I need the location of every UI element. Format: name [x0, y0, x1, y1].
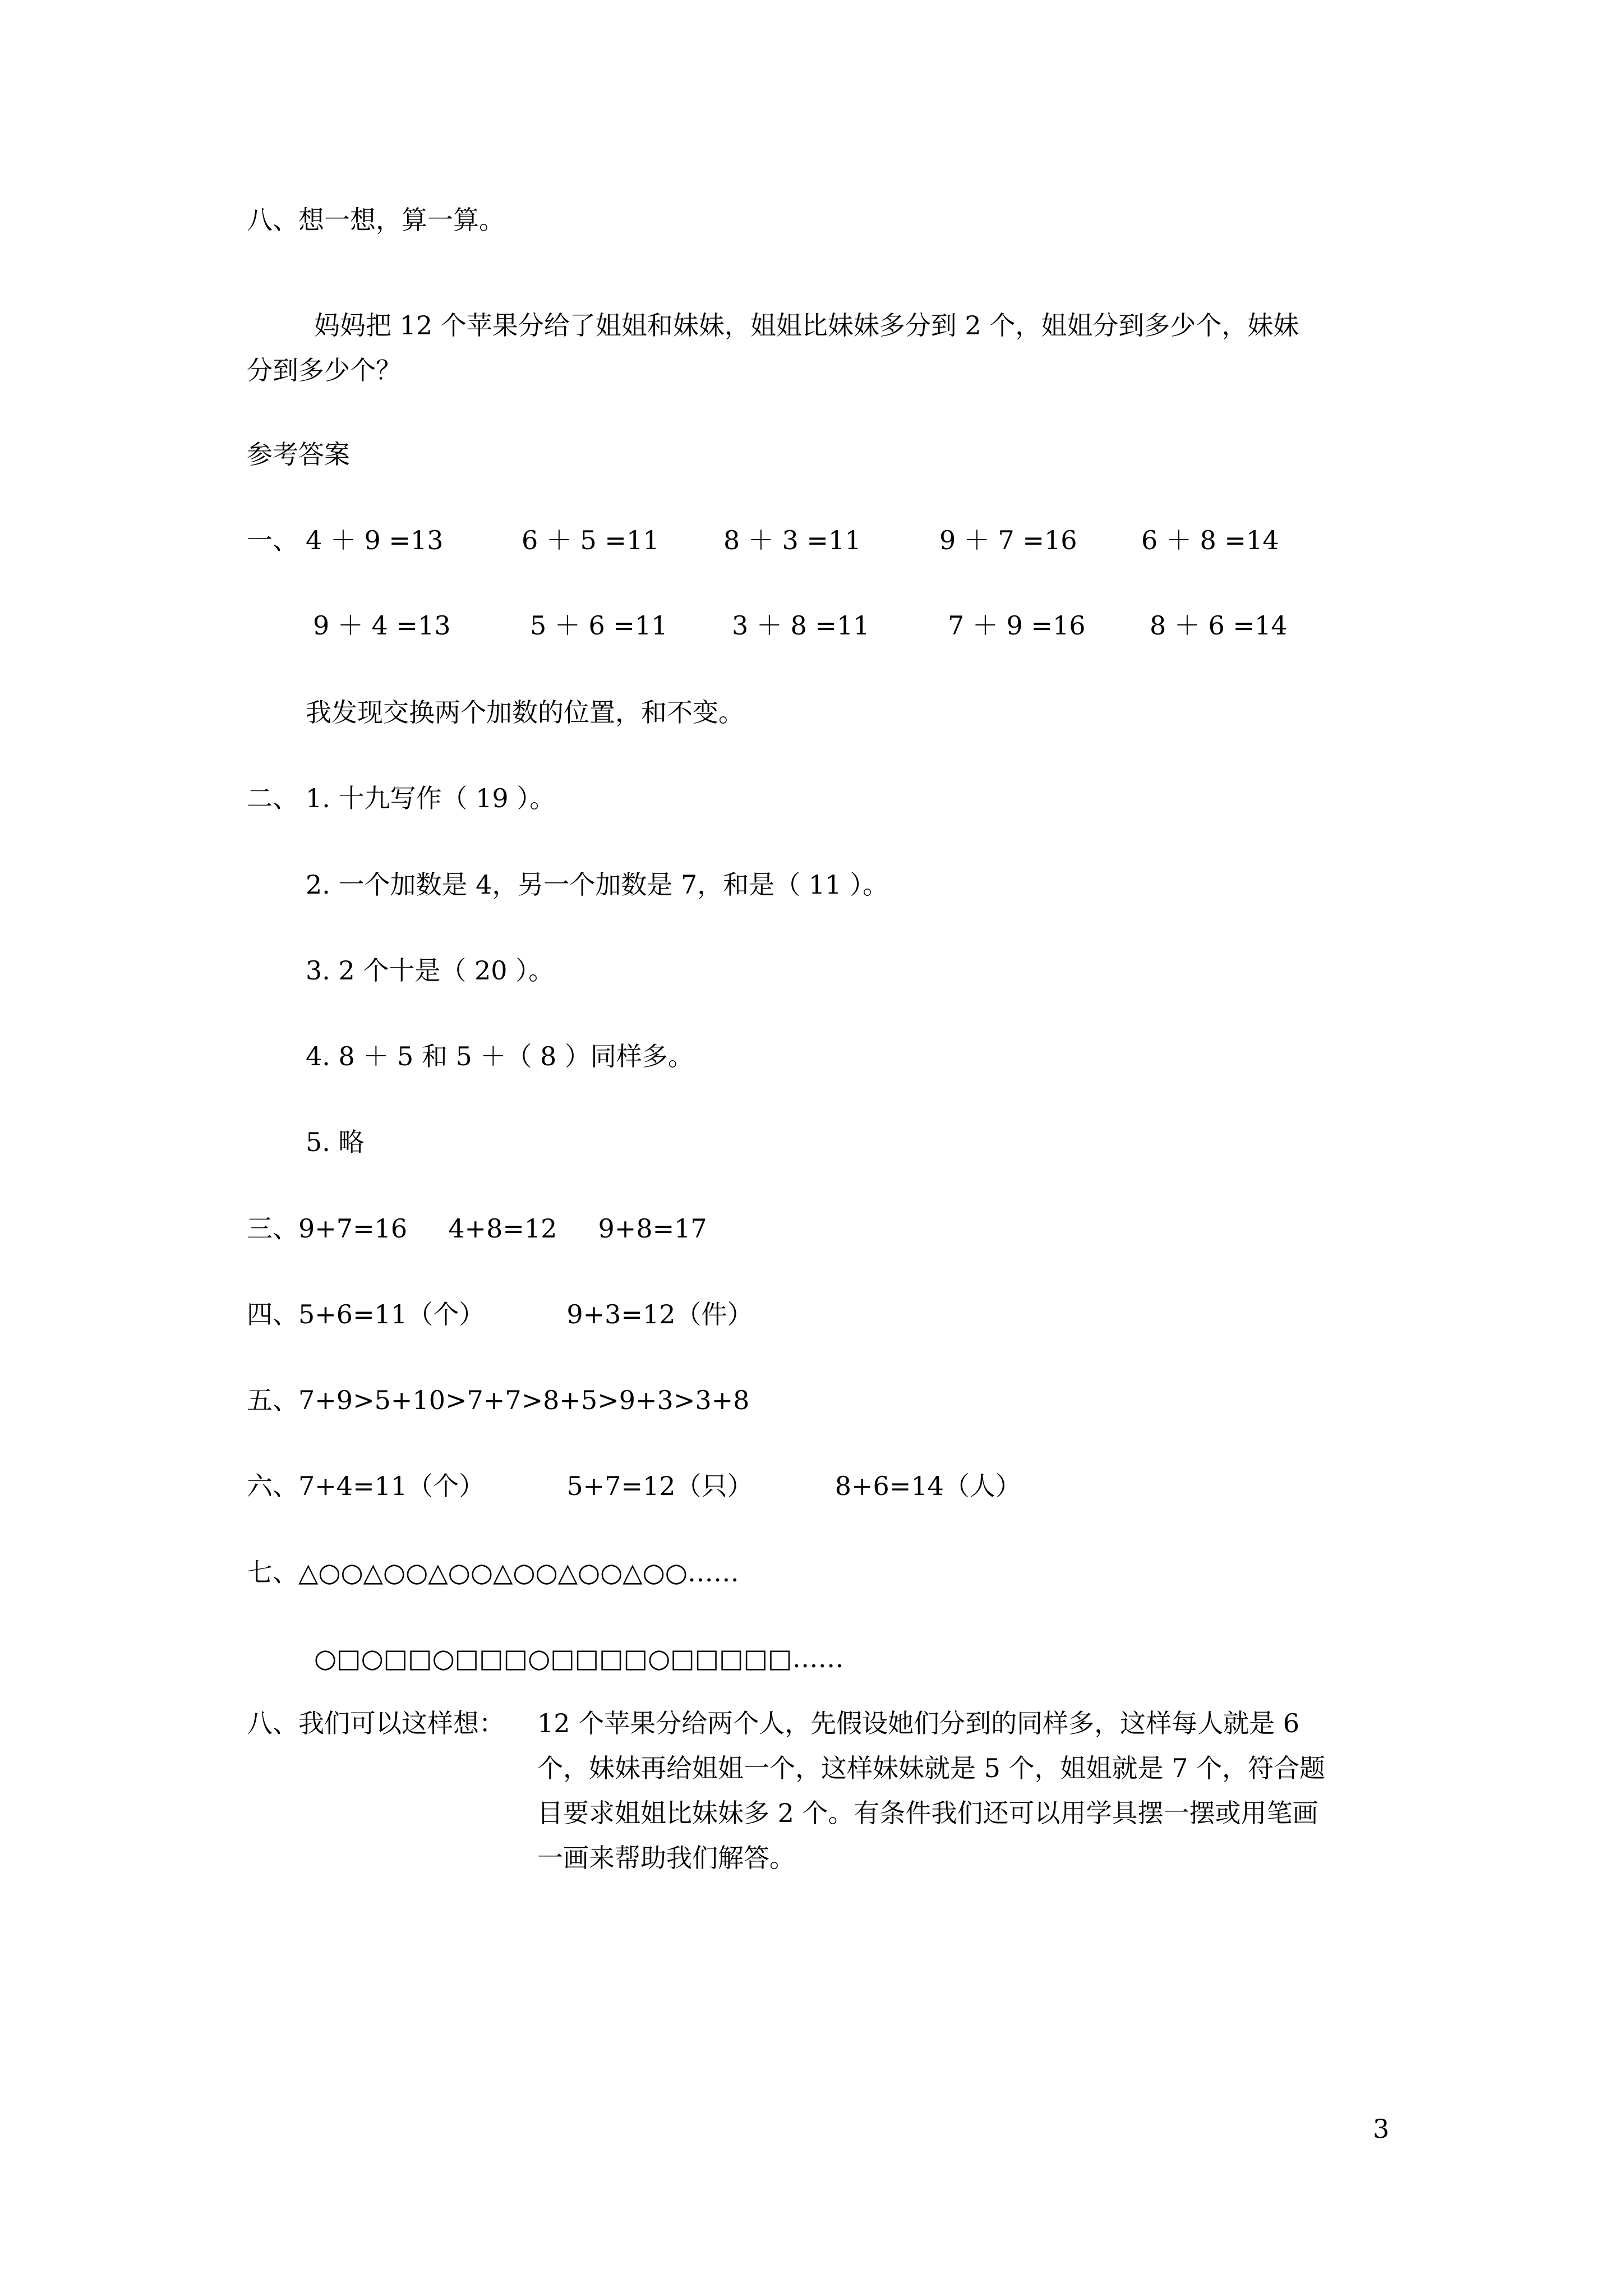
section-8-line-4: 一画来帮助我们解答。 [537, 1843, 795, 1873]
equation: 5 ＋ 6 =11 [530, 610, 668, 641]
equation: 9 ＋ 7 =16 [939, 525, 1077, 555]
equation: 9 ＋ 4 =13 [313, 610, 451, 641]
equation: 8 ＋ 3 =11 [723, 525, 861, 555]
section-2-prefix: 二、 [247, 783, 298, 813]
section-8-line-2: 个，妹妹再给姐姐一个，这样妹妹就是 5 个，姐姐就是 7 个，符合题 [537, 1753, 1326, 1783]
section-2-item-1: 1. 十九写作（ 19 ）。 [306, 783, 556, 813]
section-6: 六、7+4=11（个） 5+7=12（只） 8+6=14（人） [247, 1471, 1021, 1501]
section-8-prefix: 八、我们可以这样想： [247, 1708, 505, 1738]
section-2-item-3: 3. 2 个十是（ 20 ）。 [306, 955, 555, 986]
answers-heading: 参考答案 [247, 439, 350, 470]
section-8-line-3: 目要求姐姐比妹妹多 2 个。有条件我们还可以用学具摆一摆或用笔画 [537, 1798, 1318, 1828]
question-body-line-1: 妈妈把 12 个苹果分给了姐姐和妹妹，姐姐比妹妹多分到 2 个，姐姐分到多少个，妹妹 [314, 310, 1299, 341]
section-1-prefix: 一、 [247, 525, 298, 555]
section-2-item-2: 2. 一个加数是 4，另一个加数是 7，和是（ 11 ）。 [306, 869, 889, 900]
equation: 6 ＋ 5 =11 [522, 525, 660, 555]
equation: 6 ＋ 8 =14 [1141, 525, 1279, 555]
section-7-line-2: ○□○□□○□□□○□□□□○□□□□□…… [314, 1643, 844, 1673]
section-2-item-5: 5. 略 [306, 1127, 365, 1157]
section-8-line-1: 12 个苹果分给两个人，先假设她们分到的同样多，这样每人就是 6 [537, 1708, 1300, 1738]
equation: 3 ＋ 8 =11 [732, 610, 870, 641]
section-5: 五、7+9>5+10>7+7>8+5>9+3>3+8 [247, 1385, 750, 1415]
section-7-line-1: 七、△○○△○○△○○△○○△○○△○○…… [247, 1557, 739, 1588]
question-heading: 八、想一想，算一算。 [247, 205, 505, 235]
section-1-note: 我发现交换两个加数的位置，和不变。 [306, 697, 744, 728]
equation: 4 ＋ 9 =13 [306, 525, 444, 555]
section-3: 三、9+7=16 4+8=12 9+8=17 [247, 1213, 707, 1244]
section-4: 四、5+6=11（个） 9+3=12（件） [247, 1299, 753, 1329]
equation: 8 ＋ 6 =14 [1150, 610, 1288, 641]
equation: 7 ＋ 9 =16 [948, 610, 1086, 641]
page-number: 3 [1373, 2114, 1390, 2144]
section-2-item-4: 4. 8 ＋ 5 和 5 ＋（ 8 ）同样多。 [306, 1041, 694, 1071]
question-body-line-2: 分到多少个？ [247, 355, 402, 385]
